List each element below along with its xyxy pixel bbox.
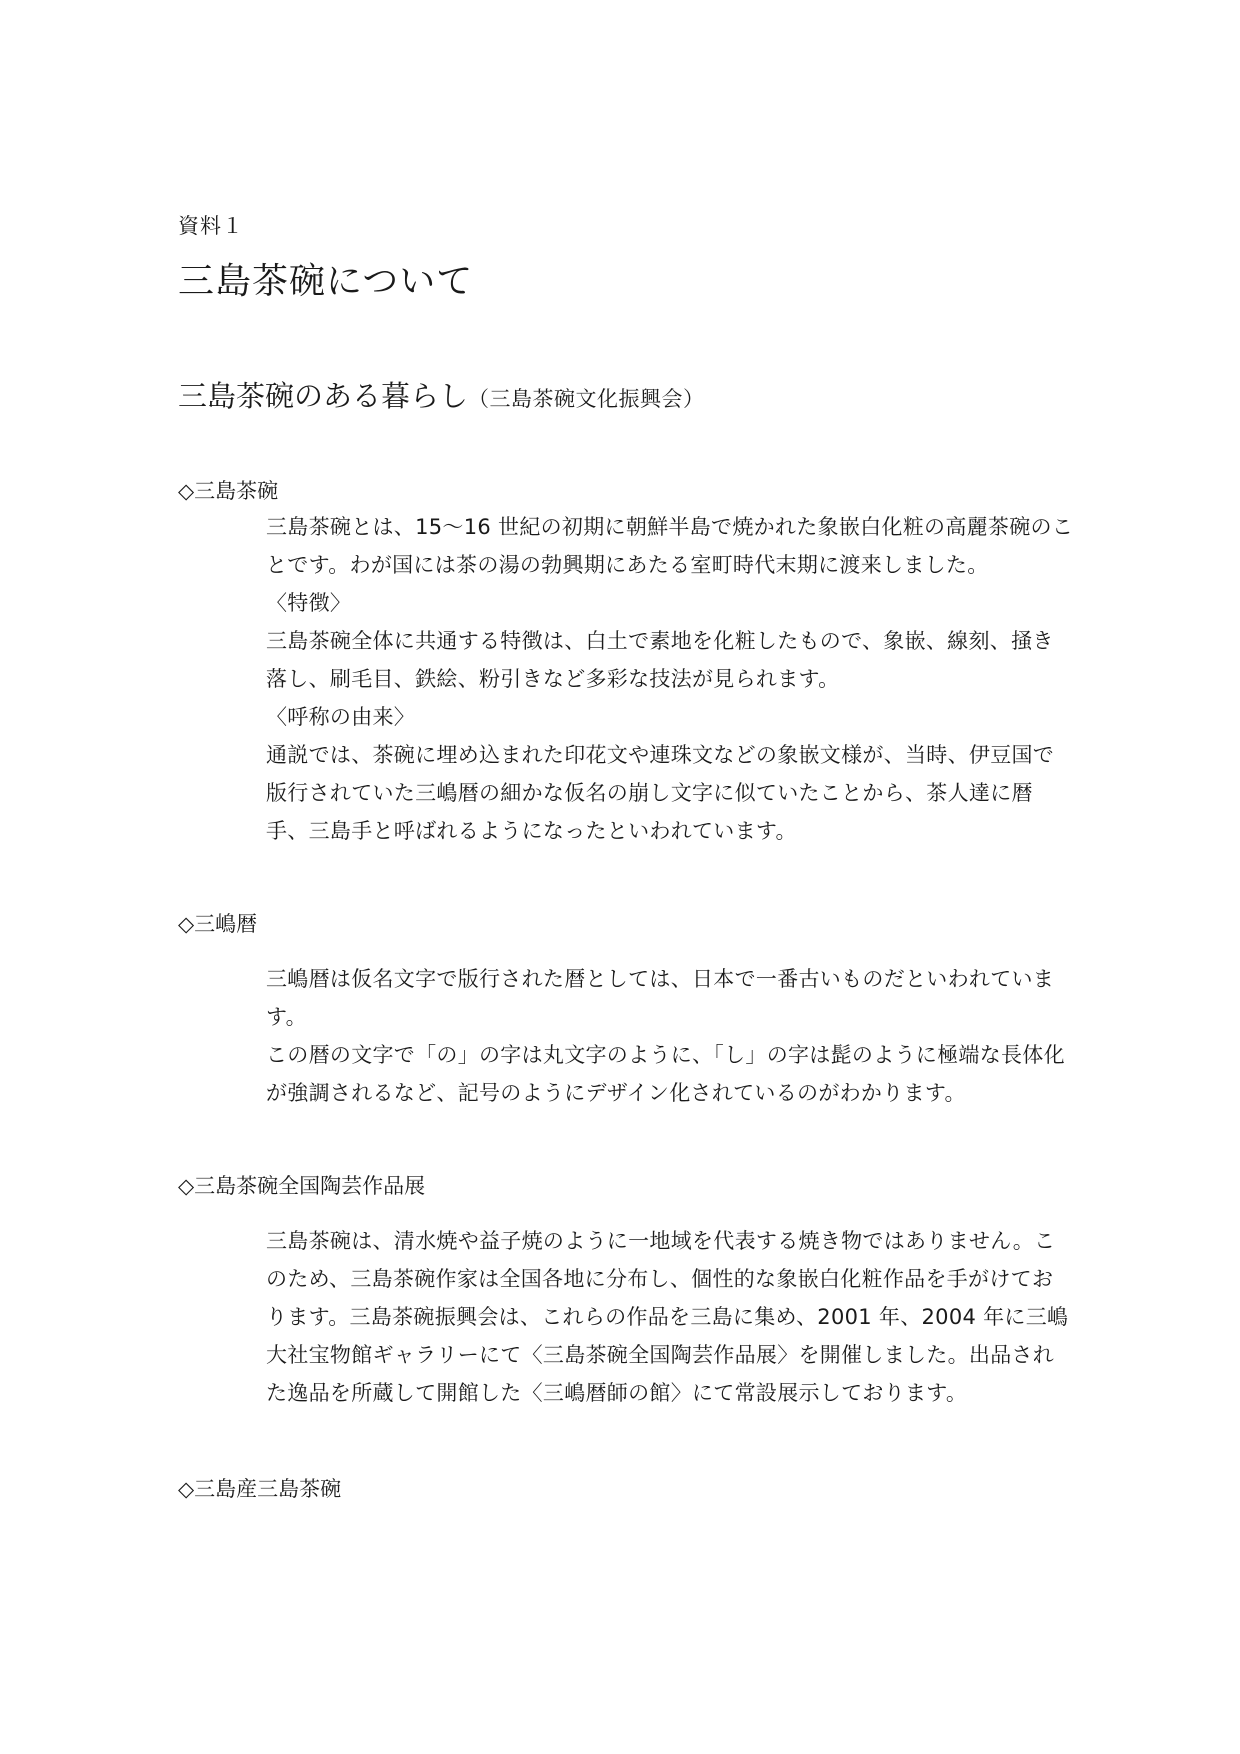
document-subtitle [178,376,705,419]
paragraph: 三島茶碗は、清水焼や益子焼のように一地域を代表する焼き物ではありません。このため、三島茶碗作家は全国各地に分布し、個性的な象嵌白化粧作品を手がけております。三島茶碗振興会は、これらの作品を三島に集め、2001 年、2004 年に三嶋大社宝物館ギャラリーにて〈三島茶碗全国陶芸作品展〉を開催しました。出品された逸品を所蔵して開館した〈三嶋暦師の館〉にて常設展示しております。 [266,1229,1069,1405]
document-label: 資料１ [178,214,244,238]
section-body-national-exhibition [266,1222,1074,1412]
section-heading-mishima-koyomi: ◇三嶋暦 [178,912,258,936]
section-heading-mishima-made-chawan: ◇三島産三島茶碗 [178,1477,342,1501]
section-heading-mishima-chawan: ◇三島茶碗 [178,479,279,503]
paragraph: 三島茶碗とは、15～16 世紀の初期に朝鮮半島で焼かれた象嵌白化粧の高麗茶碗のことです。わが国には茶の湯の勃興期にあたる室町時代末期に渡来しました。 [266,515,1074,577]
section-heading-national-exhibition: ◇三島茶碗全国陶芸作品展 [178,1174,426,1198]
paragraph: 通説では、茶碗に埋め込まれた印花文や連珠文などの象嵌文様が、当時、伊豆国で版行されていた三嶋暦の細かな仮名の崩し文字に似ていたことから、茶人達に暦手、三島手と呼ばれるようになったといわれています。 [266,743,1055,843]
document-title: 三島茶碗について [178,261,474,302]
paragraph: この暦の文字で「の」の字は丸文字のように、「し」の字は髭のように極端な長体化が強調されるなど、記号のようにデザイン化されているのがわかります。 [266,1043,1065,1105]
subheading-features: 〈特徴〉 [266,591,352,615]
subtitle-organization: （三島茶碗文化振興会） [468,387,705,411]
subheading-name-origin: 〈呼称の由来〉 [266,705,416,729]
section-body-mishima-chawan [266,508,1074,850]
section-body-mishima-koyomi [266,960,1074,1112]
paragraph: 三島茶碗全体に共通する特徴は、白土で素地を化粧したもので、象嵌、線刻、掻き落し、刷毛目、鉄絵、粉引きなど多彩な技法が見られます。 [266,629,1054,691]
paragraph: 三嶋暦は仮名文字で版行された暦としては、日本で一番古いものだといわれています。 [266,967,1055,1029]
subtitle-main: 三島茶碗のある暮らし [178,379,469,413]
